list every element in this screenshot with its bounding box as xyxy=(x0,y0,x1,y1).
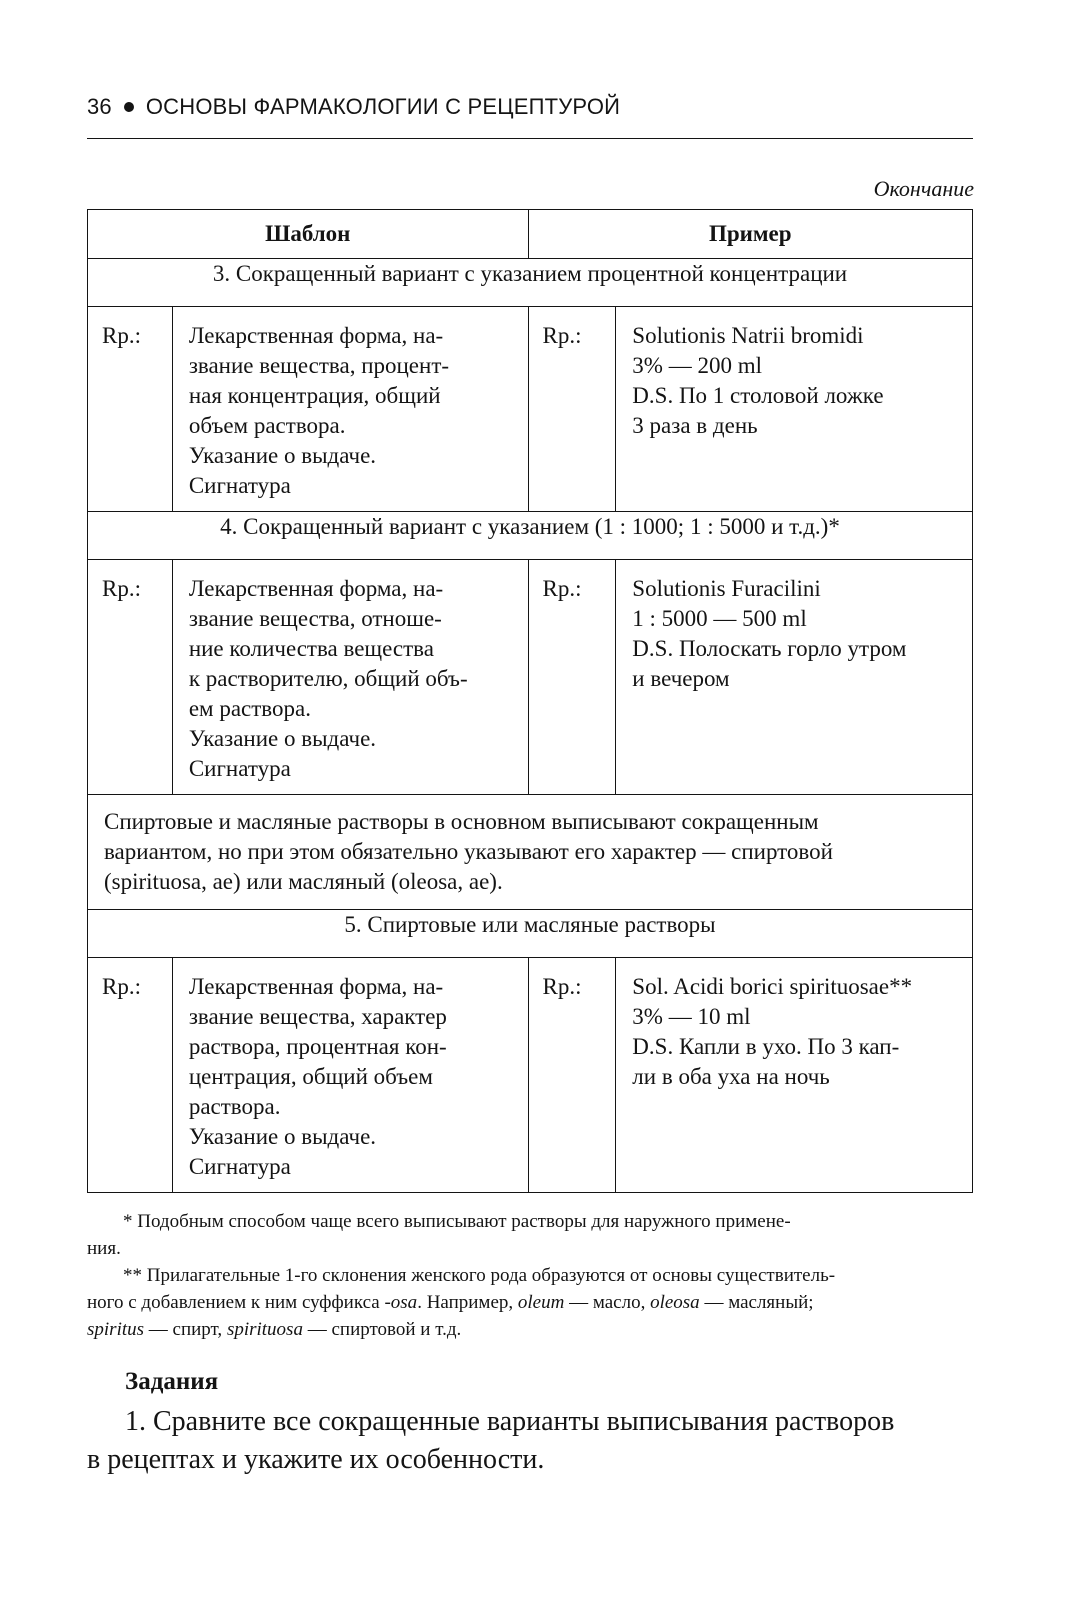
section-3-content-row xyxy=(88,307,973,512)
footnote-text: — масло, xyxy=(564,1292,651,1313)
section-title: 3. Сокращенный вариант с указанием процентной концентрации xyxy=(88,259,973,307)
example-line: 3 раза в день xyxy=(632,413,758,438)
footnote-1-line: * Подобным способом чаще всего выписывают растворы для наружного примене- xyxy=(123,1211,791,1232)
continuation-label: Окончание xyxy=(873,176,974,201)
example-prescription xyxy=(616,560,973,795)
template-line: ная концентрация, общий xyxy=(188,383,441,408)
section-title: 5. Спиртовые или масляные растворы xyxy=(88,910,973,958)
template-description xyxy=(172,307,528,512)
template-line: Лекарственная форма, на- xyxy=(188,974,444,999)
section-5-title-row xyxy=(88,910,973,958)
template-line: Сигнатура xyxy=(188,473,291,498)
template-line: Указание о выдаче. xyxy=(188,1124,377,1149)
tasks-list xyxy=(87,1403,973,1479)
section-4-content-row xyxy=(88,560,973,795)
example-line: D.S. По 1 столовой ложке xyxy=(632,383,884,408)
example-line: и вечером xyxy=(632,666,730,691)
template-line: к растворителю, общий объ- xyxy=(188,666,468,691)
column-header-template: Шаблон xyxy=(88,210,529,259)
template-line: звание вещества, процент- xyxy=(188,353,450,378)
template-line: Указание о выдаче. xyxy=(188,443,377,468)
template-line: раствора. xyxy=(188,1094,281,1119)
table-header-row xyxy=(88,210,973,259)
note-line: (spirituosa, ae) или масляный (oleosa, ae). xyxy=(104,869,503,894)
tasks-heading: Задания xyxy=(125,1368,219,1395)
template-line: Сигнатура xyxy=(188,756,291,781)
note-line: вариантом, но при этом обязательно указывают его характер — спиртовой xyxy=(104,839,833,864)
footnote-italic-term: spirituosa xyxy=(226,1319,303,1340)
template-line: Лекарственная форма, на- xyxy=(188,576,444,601)
page-number: 36 xyxy=(87,94,112,119)
rp-label: Rp.: xyxy=(528,560,616,795)
template-line: звание вещества, отноше- xyxy=(188,606,442,631)
example-line: Sol. Acidi borici spirituosae** xyxy=(632,974,913,999)
footnotes xyxy=(87,1208,973,1343)
running-title: ОСНОВЫ ФАРМАКОЛОГИИ С РЕЦЕПТУРОЙ xyxy=(145,94,621,119)
rp-label: Rp.: xyxy=(528,307,616,512)
footnote-italic-term: oleum xyxy=(517,1292,565,1313)
section-5-content-row xyxy=(88,958,973,1193)
note-line: Спиртовые и масляные растворы в основном выписывают сокращенным xyxy=(104,809,819,834)
example-line: Solutionis Natrii bromidi xyxy=(632,323,864,348)
example-line: 1 : 5000 — 500 ml xyxy=(632,606,807,631)
footnote-italic-term: oleosa xyxy=(650,1292,700,1313)
template-line: ние количества вещества xyxy=(188,636,434,661)
section-4-title-row xyxy=(88,512,973,560)
note-row xyxy=(88,795,973,910)
column-header-example: Пример xyxy=(528,210,973,259)
template-line: Сигнатура xyxy=(188,1154,291,1179)
example-line: ли в оба уха на ночь xyxy=(632,1064,830,1089)
bullet-icon xyxy=(124,102,134,112)
task-item-line: 1. Сравните все сокращенные варианты выписывания растворов xyxy=(125,1406,895,1437)
template-line: звание вещества, характер xyxy=(188,1004,447,1029)
example-line: D.S. Полоскать горло утром xyxy=(632,636,907,661)
example-line: 3% — 10 ml xyxy=(632,1004,751,1029)
rp-label: Rp.: xyxy=(88,560,173,795)
footnote-text: — спирт, xyxy=(144,1319,227,1340)
footnote-italic-term: spiritus xyxy=(87,1319,145,1340)
footnote-text: ного с добавлением к ним суффикса xyxy=(87,1292,385,1313)
template-line: Указание о выдаче. xyxy=(188,726,377,751)
template-description xyxy=(172,560,528,795)
template-line: ем раствора. xyxy=(188,696,311,721)
example-line: D.S. Капли в ухо. По 3 кап- xyxy=(632,1034,900,1059)
example-prescription xyxy=(616,307,973,512)
header-divider xyxy=(87,138,973,139)
section-3-title-row xyxy=(88,259,973,307)
footnote-italic-term: -osa xyxy=(384,1292,418,1313)
rp-label: Rp.: xyxy=(88,307,173,512)
note-text xyxy=(88,795,973,910)
recipe-table xyxy=(87,209,973,1193)
example-prescription xyxy=(616,958,973,1193)
template-line: раствора, процентная кон- xyxy=(188,1034,447,1059)
footnote-1-line: ния. xyxy=(87,1238,121,1259)
template-description xyxy=(172,958,528,1193)
template-line: центрация, общий объем xyxy=(188,1064,433,1089)
footnote-2-line xyxy=(87,1289,973,1316)
template-line: Лекарственная форма, на- xyxy=(188,323,444,348)
rp-label: Rp.: xyxy=(528,958,616,1193)
footnote-text: — масляный; xyxy=(699,1292,814,1313)
footnote-text: . Например, xyxy=(417,1292,518,1313)
section-title: 4. Сокращенный вариант с указанием (1 : 1000; 1 : 5000 и т.д.)* xyxy=(88,512,973,560)
task-item-line: в рецептах и укажите их особенности. xyxy=(87,1444,545,1475)
running-head xyxy=(87,94,973,120)
footnote-2-line xyxy=(87,1316,973,1343)
template-line: объем раствора. xyxy=(188,413,346,438)
footnote-2-line: ** Прилагательные 1-го склонения женского рода образуются от основы существитель- xyxy=(123,1265,836,1286)
example-line: 3% — 200 ml xyxy=(632,353,762,378)
footnote-text: — спиртовой и т.д. xyxy=(302,1319,462,1340)
example-line: Solutionis Furacilini xyxy=(632,576,821,601)
rp-label: Rp.: xyxy=(88,958,173,1193)
